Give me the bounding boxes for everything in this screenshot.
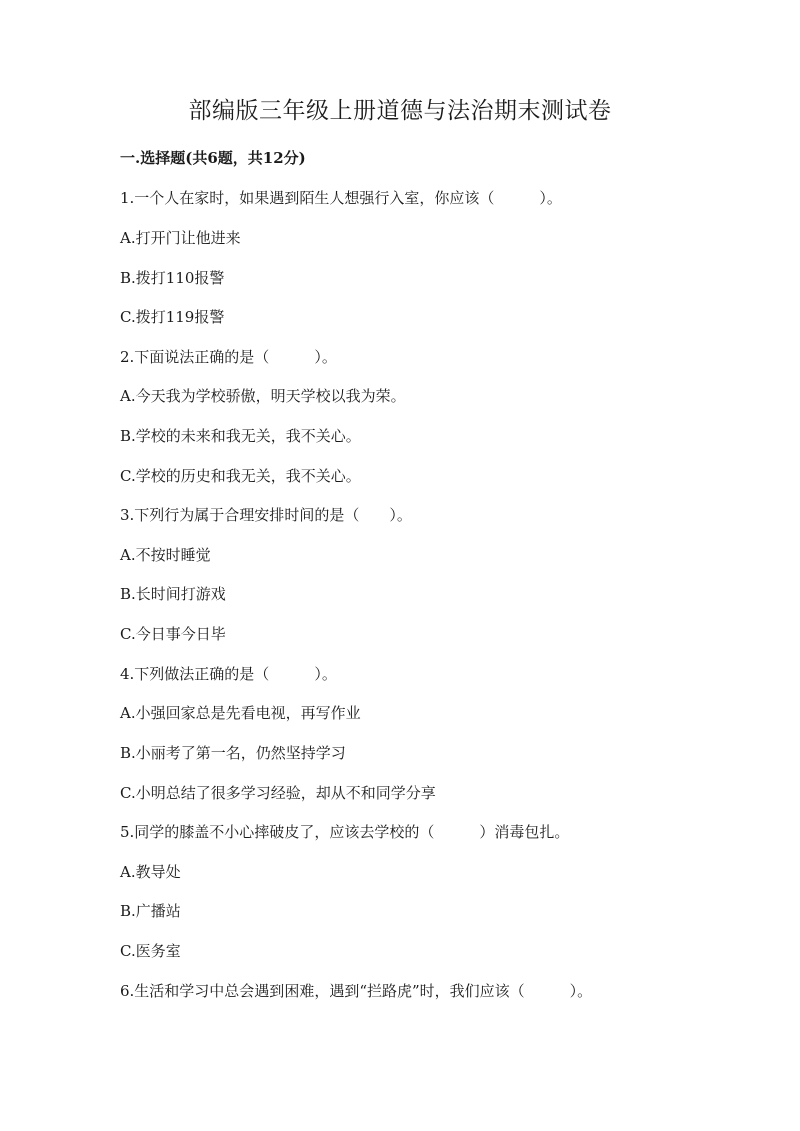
question-stem-4: 4.下列做法正确的是（ ）。 <box>120 665 337 683</box>
question-stem-1: 1.一个人在家时，如果遇到陌生人想强行入室，你应该（ ）。 <box>120 189 562 207</box>
question-5-option-c: C.医务室 <box>120 942 181 960</box>
question-stem-5: 5.同学的膝盖不小心摔破皮了，应该去学校的（ ）消毒包扎。 <box>120 823 570 841</box>
question-3-option-a: A.不按时睡觉 <box>120 546 211 564</box>
question-stem-3: 3.下列行为属于合理安排时间的是（ ）。 <box>120 506 412 524</box>
question-1-option-b: B.拨打110报警 <box>120 269 225 287</box>
question-2-option-c: C.学校的历史和我无关，我不关心。 <box>120 467 361 485</box>
question-1-option-c: C.拨打119报警 <box>120 308 225 326</box>
question-5-option-b: B.广播站 <box>120 902 181 920</box>
section-heading: 一.选择题(共6题，共12分) <box>120 149 306 167</box>
question-1-option-a: A.打开门让他进来 <box>120 229 241 247</box>
question-2-option-b: B.学校的未来和我无关，我不关心。 <box>120 427 361 445</box>
question-5-option-a: A.教导处 <box>120 863 181 881</box>
question-4-option-a: A.小强回家总是先看电视，再写作业 <box>120 704 361 722</box>
question-stem-2: 2.下面说法正确的是（ ）。 <box>120 348 337 366</box>
question-3-option-c: C.今日事今日毕 <box>120 625 226 643</box>
question-3-option-b: B.长时间打游戏 <box>120 585 226 603</box>
page-title: 部编版三年级上册道德与法治期末测试卷 <box>188 98 612 124</box>
question-stem-6: 6.生活和学习中总会遇到困难，遇到“拦路虎”时，我们应该（ ）。 <box>120 982 593 1000</box>
question-2-option-a: A.今天我为学校骄傲，明天学校以我为荣。 <box>120 387 406 405</box>
question-4-option-c: C.小明总结了很多学习经验，却从不和同学分享 <box>120 784 436 802</box>
question-4-option-b: B.小丽考了第一名，仍然坚持学习 <box>120 744 346 762</box>
